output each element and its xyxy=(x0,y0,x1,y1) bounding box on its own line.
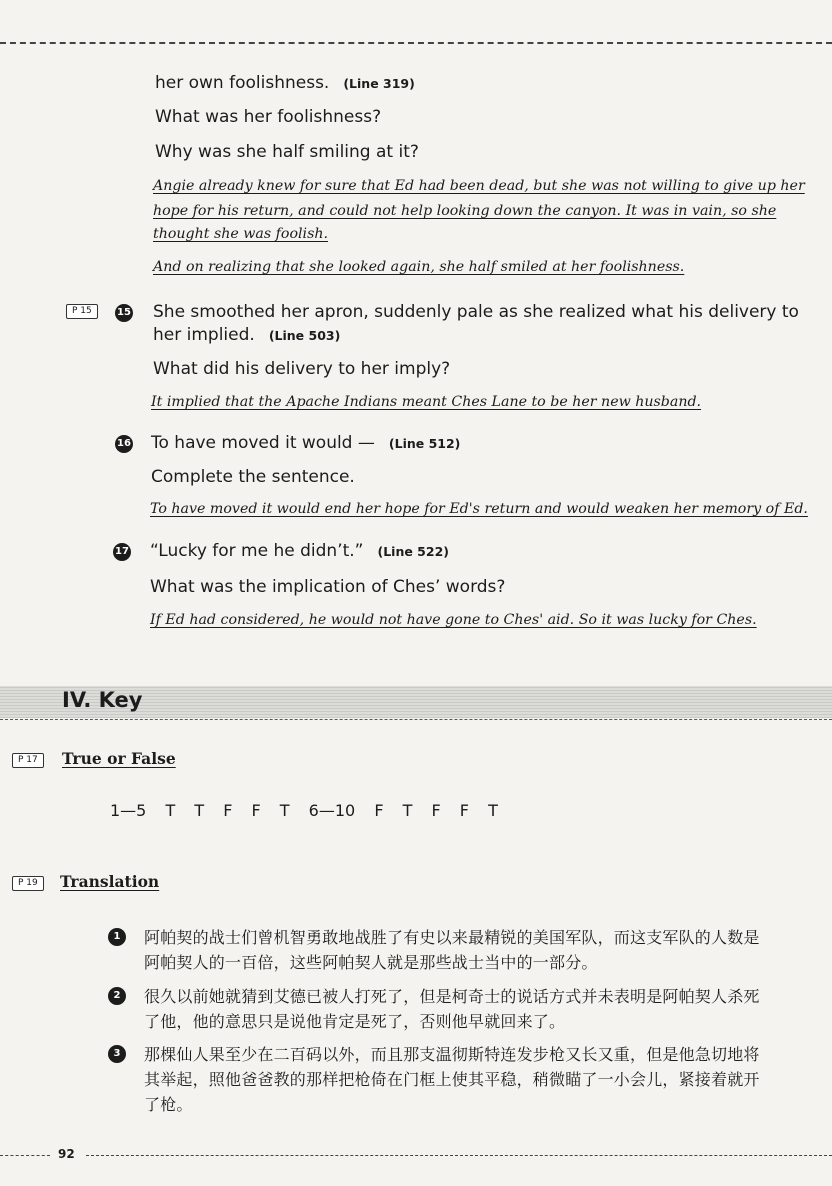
page-ref-tag-p17: P 17 xyxy=(12,753,44,768)
question-number-15-icon: 15 xyxy=(115,304,133,322)
q15-line-ref: (Line 503) xyxy=(268,328,341,343)
q17-text: “Lucky for me he didn’t.” (Line 522) xyxy=(150,541,449,561)
true-false-heading: True or False xyxy=(62,749,176,768)
q17-answer: If Ed had considered, he would not have gone to Ches' aid. So it was lucky for Ches. xyxy=(150,612,757,628)
q15-answer: It implied that the Apache Indians meant Ches Lane to be her new husband. xyxy=(151,394,702,410)
q14-answer-line-1: Angie already knew for sure that Ed had been dead, but she was not willing to give up her xyxy=(153,178,805,194)
tf-answer-1: T xyxy=(165,801,176,820)
q14-text-tail: her own foolishness. (Line 319) xyxy=(155,73,415,93)
tf-answer-2: T xyxy=(194,801,205,820)
q17-question: What was the implication of Ches’ words? xyxy=(150,577,506,597)
tf-answer-3: F xyxy=(223,801,233,820)
translation-number-2-icon: 2 xyxy=(108,987,126,1005)
tf-range-1: 1—5 xyxy=(110,801,147,820)
translation-number-1-icon: 1 xyxy=(108,928,126,946)
page-ref-tag-p19: P 19 xyxy=(12,876,44,891)
q15-text-line-2: her implied. (Line 503) xyxy=(153,325,341,345)
q15-text-line-1: She smoothed her apron, suddenly pale as she realized what his delivery to xyxy=(153,302,799,322)
q14-question-2: Why was she half smiling at it? xyxy=(155,142,419,162)
question-number-17-icon: 17 xyxy=(113,543,131,561)
tf-answer-10: T xyxy=(488,801,498,820)
key-section-rule xyxy=(0,719,832,720)
tf-answer-4: F xyxy=(251,801,261,820)
q14-line-ref: (Line 319) xyxy=(343,76,415,91)
q14-answer-line-3: thought she was foolish. xyxy=(153,226,329,242)
q16-text: To have moved it would — (Line 512) xyxy=(151,433,461,453)
translation-heading: Translation xyxy=(60,872,160,891)
q14-answer-line-2: hope for his return, and could not help looking down the canyon. It was in vain, so she xyxy=(153,203,777,219)
translation-item-1: 阿帕契的战士们曾机智勇敢地战胜了有史以来最精锐的美国军队，而这支军队的人数是阿帕契人的一百倍，这些阿帕契人就是那些战士当中的一部分。 xyxy=(144,928,760,972)
translation-item-2: 很久以前她就猜到艾德已被人打死了，但是柯奇士的说话方式并未表明是阿帕契人杀死了他，他的意思只是说他肯定是死了，否则他早就回来了。 xyxy=(144,987,760,1031)
footer-rule-right xyxy=(86,1155,832,1156)
question-number-16-icon: 16 xyxy=(115,435,133,453)
q16-question: Complete the sentence. xyxy=(151,467,355,487)
top-dashed-rule xyxy=(0,42,832,44)
tf-range-2: 6—10 xyxy=(308,801,356,820)
tf-answer-7: T xyxy=(402,801,413,820)
tf-answer-8: F xyxy=(431,801,441,820)
q15-question: What did his delivery to her imply? xyxy=(153,359,451,379)
q14-answer-line-4: And on realizing that she looked again, she half smiled at her foolishness. xyxy=(153,259,685,275)
q16-answer: To have moved it would end her hope for Ed's return and would weaken her memory of Ed. xyxy=(150,501,808,517)
page-number: 92 xyxy=(58,1147,75,1161)
key-section-title: IV. Key xyxy=(62,688,143,712)
tf-answer-5: T xyxy=(279,801,290,820)
tf-answer-9: F xyxy=(459,801,469,820)
q16-line-ref: (Line 512) xyxy=(388,436,461,451)
footer-rule-left xyxy=(0,1155,50,1156)
q14-question-1: What was her foolishness? xyxy=(155,107,382,127)
translation-item-3: 那棵仙人果至少在二百码以外，而且那支温彻斯特连发步枪又长又重，但是他急切地将其举起，照他爸爸教的那样把枪倚在门框上使其平稳，稍微瞄了一小会儿，紧接着就开了枪。 xyxy=(144,1045,760,1114)
tf-answer-6: F xyxy=(374,801,384,820)
page-ref-tag-p15: P 15 xyxy=(66,304,98,319)
q17-line-ref: (Line 522) xyxy=(377,544,449,559)
translation-number-3-icon: 3 xyxy=(108,1045,126,1063)
true-false-answers xyxy=(110,801,512,820)
